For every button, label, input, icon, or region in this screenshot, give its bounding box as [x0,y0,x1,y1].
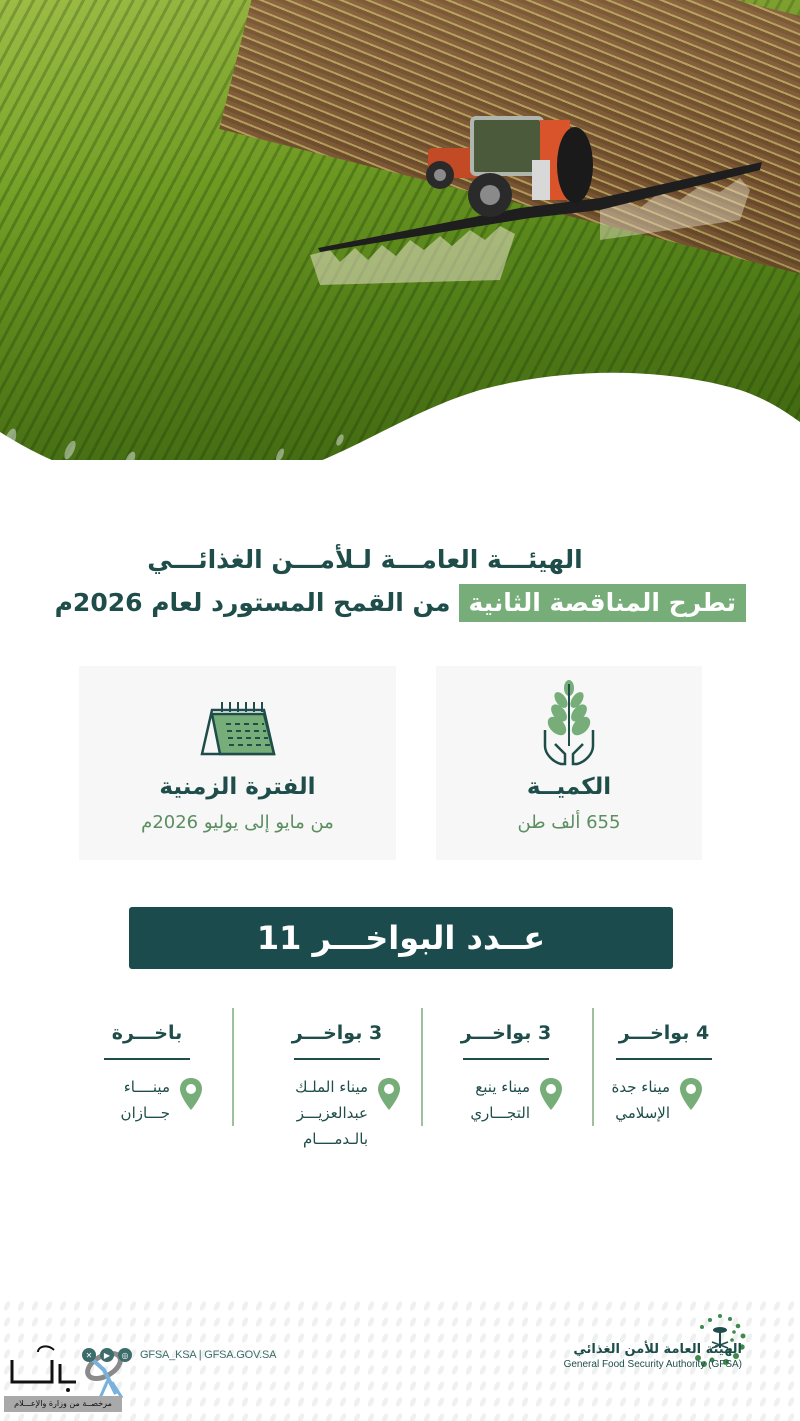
period-title: الفترة الزمنية [159,774,316,800]
port-name-line: بالـدمــــام [302,1130,368,1148]
wave-divider [0,360,800,500]
port-jeddah [604,1018,724,1126]
location-pin-icon [378,1078,400,1110]
location-pin-icon [680,1078,702,1110]
authority-name: الهيئـــة العامـــة لـلأمـــن الغذائـــي [147,545,583,574]
social-handle[interactable]: GFSA_KSA | GFSA.GOV.SA [140,1349,277,1361]
quantity-value: 655 ألف طن [517,812,621,833]
gfsa-logo [564,1342,742,1370]
vessel-count-banner [129,907,673,969]
port-name-line: جـــازان [120,1104,170,1122]
port-yanbu [446,1018,566,1126]
column-divider [592,1008,594,1126]
column-divider [232,1008,234,1126]
instagram-icon[interactable]: ◎ [118,1348,132,1362]
headline [40,540,750,622]
port-vessel-count: 3 بواخـــر [291,1022,383,1044]
period-value: من مايو إلى يوليو 2026م [141,812,334,833]
tractor-sprayer-illustration [300,100,780,300]
underline [616,1058,712,1060]
vessel-count-label: عــدد البواخـــر 11 [256,919,546,957]
x-icon[interactable]: ✕ [82,1348,96,1362]
port-name-line: مينــــاء [123,1078,170,1096]
port-name-line: ميناء ينبع [475,1078,530,1096]
social-links [82,1348,276,1362]
underline [463,1058,549,1060]
port-jazan [92,1018,202,1126]
org-name-en: General Food Security Authority (GFSA) [563,1359,742,1370]
org-name-ar: الهيئة العامة للأمن الغذائي [573,1342,742,1357]
port-name-line: عبدالعزيـــز [296,1104,368,1122]
headline-rest: من القمح المستورد لعام 2026م [54,588,451,617]
youtube-icon[interactable]: ▶ [100,1348,114,1362]
period-card [79,666,396,860]
underline [294,1058,380,1060]
port-vessel-count: باخـــرة [111,1022,183,1044]
wheat-in-hands-icon [541,680,597,768]
port-vessel-count: 4 بواخـــر [618,1022,710,1044]
location-pin-icon [180,1078,202,1110]
quantity-card [436,666,702,860]
port-name-line: الإسلامي [615,1104,670,1122]
port-name-line: ميناء جدة [611,1078,670,1096]
watermark-caption: مرخصــة من وزارة والإعـــلام [4,1396,122,1412]
column-divider [421,1008,423,1126]
port-name-line: التجـــاري [470,1104,530,1122]
quantity-title: الكميــة [526,774,612,800]
port-vessel-count: 3 بواخـــر [460,1022,552,1044]
underline [104,1058,190,1060]
port-name-line: ميناء الملـك [295,1078,368,1096]
location-pin-icon [540,1078,562,1110]
headline-highlight: تطرح المناقصة الثانية [459,584,747,622]
port-dammam [262,1018,412,1152]
calendar-icon [198,700,278,756]
